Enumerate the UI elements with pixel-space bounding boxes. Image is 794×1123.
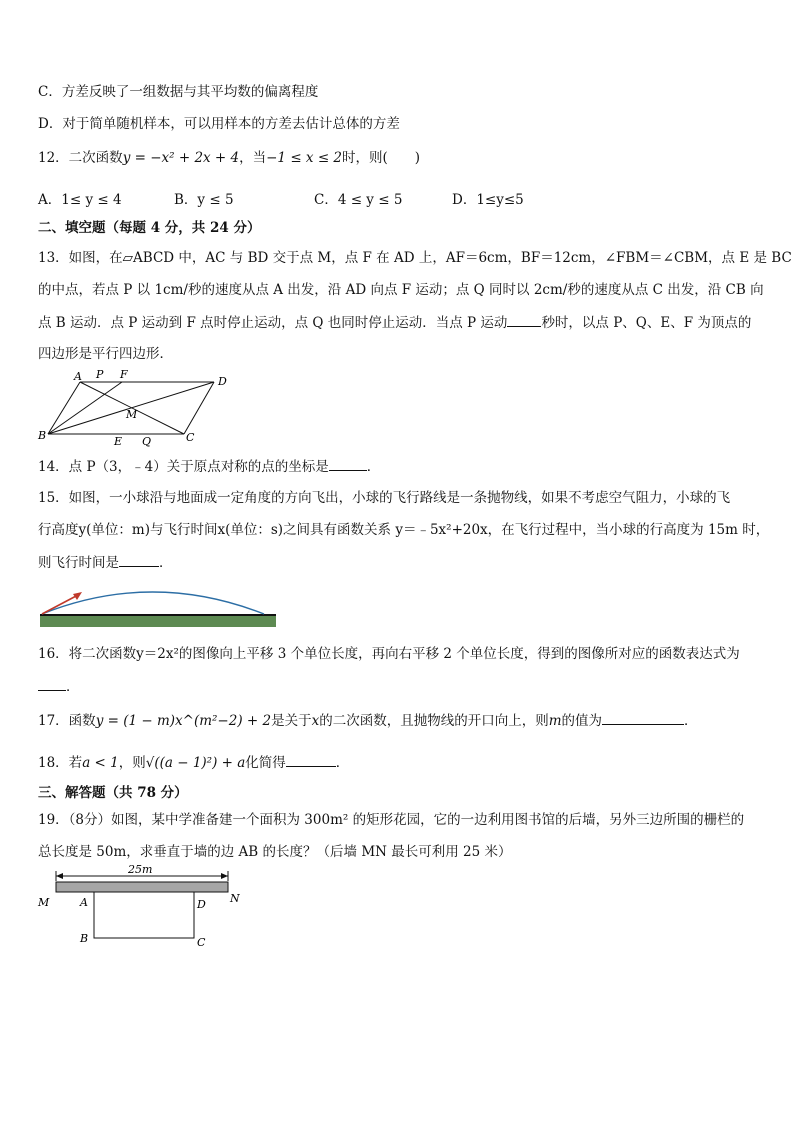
q16-line1: 16．将二次函数y＝2x²的图像向上平移 3 个单位长度，再向右平移 2 个单位长度，得到的图像所对应的函数表达式为	[38, 646, 740, 662]
label-m: M	[126, 408, 138, 421]
label-p: P	[96, 368, 104, 381]
q18	[38, 752, 756, 773]
q16-answer-blank[interactable]	[38, 676, 66, 691]
q13-line4: 四边形是平行四边形．	[38, 346, 173, 362]
q15-line3b: ．	[159, 555, 173, 571]
q19-line1: 19．（8分）如图，某中学准备建一个面积为 300m² 的矩形花园，它的一边利用图书馆的后墙，另外三边所围的栅栏的	[38, 812, 745, 828]
q12-option-a: A．1≤ y ≤ 4	[38, 192, 122, 208]
q16-end: ．	[66, 679, 80, 695]
q13-line1: 13．如图，在▱ABCD 中，AC 与 BD 交于点 M，点 F 在 AD 上，AF＝6cm，BF＝12cm，∠FBM＝∠CBM，点 E 是 BC	[38, 250, 792, 266]
q12-stem-b: ，当	[239, 150, 267, 166]
arrow-right-icon	[221, 873, 228, 879]
label-a: A	[74, 370, 82, 383]
q12-option-c: C．4 ≤ y ≤ 5	[314, 192, 403, 208]
q15-line3	[38, 552, 756, 573]
q13-line2: 的中点，若点 P 以 1cm/秒的速度从点 A 出发，沿 AD 向点 F 运动；点 Q 同时以 2cm/秒的速度从点 C 出发，沿 CB 向	[38, 282, 764, 298]
q17-e: ．	[684, 713, 698, 729]
q11-option-c: C．方差反映了一组数据与其平均数的偏离程度	[38, 84, 319, 100]
q17-a: 17．函数	[38, 713, 96, 729]
q17-c: 的二次函数，且抛物线的开口向上，则	[319, 713, 549, 729]
label-f: F	[120, 368, 128, 381]
q14-stem: 14．点 P（3，﹣4）关于原点对称的点的坐标是	[38, 459, 329, 475]
library-wall	[56, 882, 228, 892]
q17-answer-blank[interactable]	[602, 710, 684, 725]
q18-condition: a < 1	[82, 755, 119, 771]
section-solutions: 三、解答题（共 78 分）	[38, 785, 188, 801]
q17-var-m: m	[548, 713, 562, 729]
q15-answer-blank[interactable]	[119, 552, 159, 567]
q15-line1: 15．如图，一小球沿与地面成一定角度的方向飞出，小球的飞行路线是一条抛物线，如果不考虑空气阻力，小球的飞	[38, 490, 731, 506]
q14-answer-blank[interactable]	[329, 456, 367, 471]
q13-answer-blank[interactable]	[507, 312, 541, 327]
q19-line2: 总长度是 50m，求垂直于墙的边 AB 的长度？（后墙 MN 最长可利用 25 米）	[38, 844, 512, 860]
ball-trajectory-figure	[38, 582, 278, 630]
arrow-left-icon	[56, 873, 63, 879]
q14-end: ．	[366, 459, 381, 475]
label-b: B	[38, 429, 47, 442]
label-d: D	[197, 898, 206, 911]
q15-line2: 行高度y(单位：m)与飞行时间x(单位：s)之间具有函数关系 y＝﹣5x²+20x，在飞行过程中，当小球的行高度为 15m 时，	[38, 522, 770, 538]
q18-answer-blank[interactable]	[286, 752, 336, 767]
q18-a: 18．若	[38, 755, 83, 771]
arrow-head-icon	[73, 592, 82, 600]
q15-line3a: 则飞行时间是	[38, 555, 119, 571]
q16-line2	[38, 676, 756, 697]
label-c: C	[186, 431, 195, 444]
label-e: E	[114, 435, 123, 448]
q13-line3a: 点 B 运动．点 P 运动到 F 点时停止运动，点 Q 也同时停止运动．当点 P 运动	[38, 315, 508, 331]
length-label: 25m	[128, 864, 153, 876]
label-a: A	[80, 896, 88, 909]
q17-d: 的值为	[561, 713, 603, 729]
launch-arrow	[42, 595, 78, 614]
q12-condition: −1 ≤ x ≤ 2	[266, 150, 343, 166]
q18-d: ．	[335, 755, 350, 771]
label-n: N	[230, 892, 240, 905]
q18-c: 化简得	[245, 755, 286, 771]
q18-formula: √((a − 1)²) + a	[145, 755, 246, 771]
section-fill-in: 二、填空题（每题 4 分，共 24 分）	[38, 220, 261, 236]
q12-stem-a: 12．二次函数	[38, 150, 123, 166]
ground	[40, 615, 276, 627]
label-d: D	[218, 375, 227, 388]
q12-formula: y = −x² + 2x + 4	[122, 150, 240, 166]
q13-line3b: 秒时，以点 P、Q、E、F 为顶点的	[541, 315, 752, 331]
q17-formula: y = (1 − m)x^(m²−2) + 2	[95, 713, 272, 729]
q17-var-x: x	[311, 713, 320, 729]
label-q: Q	[142, 435, 152, 448]
q14	[38, 456, 756, 477]
q12-option-d: D．1≤y≤5	[452, 192, 524, 208]
label-b: B	[80, 932, 89, 945]
parallelogram-figure	[36, 368, 236, 448]
q13-line3	[38, 312, 756, 333]
label-m: M	[38, 896, 50, 909]
q17	[38, 710, 756, 731]
garden-figure	[36, 864, 246, 950]
label-c: C	[197, 936, 206, 949]
q11-option-d: D．对于简单随机样本，可以用样本的方差去估计总体的方差	[38, 116, 400, 132]
q18-b: ，则	[118, 755, 146, 771]
garden-fence	[94, 892, 194, 938]
q12-option-b: B．y ≤ 5	[174, 192, 234, 208]
q12-stem-c: 时，则( )	[342, 150, 421, 166]
q17-b: 是关于	[271, 713, 312, 729]
q12-stem	[38, 148, 756, 168]
